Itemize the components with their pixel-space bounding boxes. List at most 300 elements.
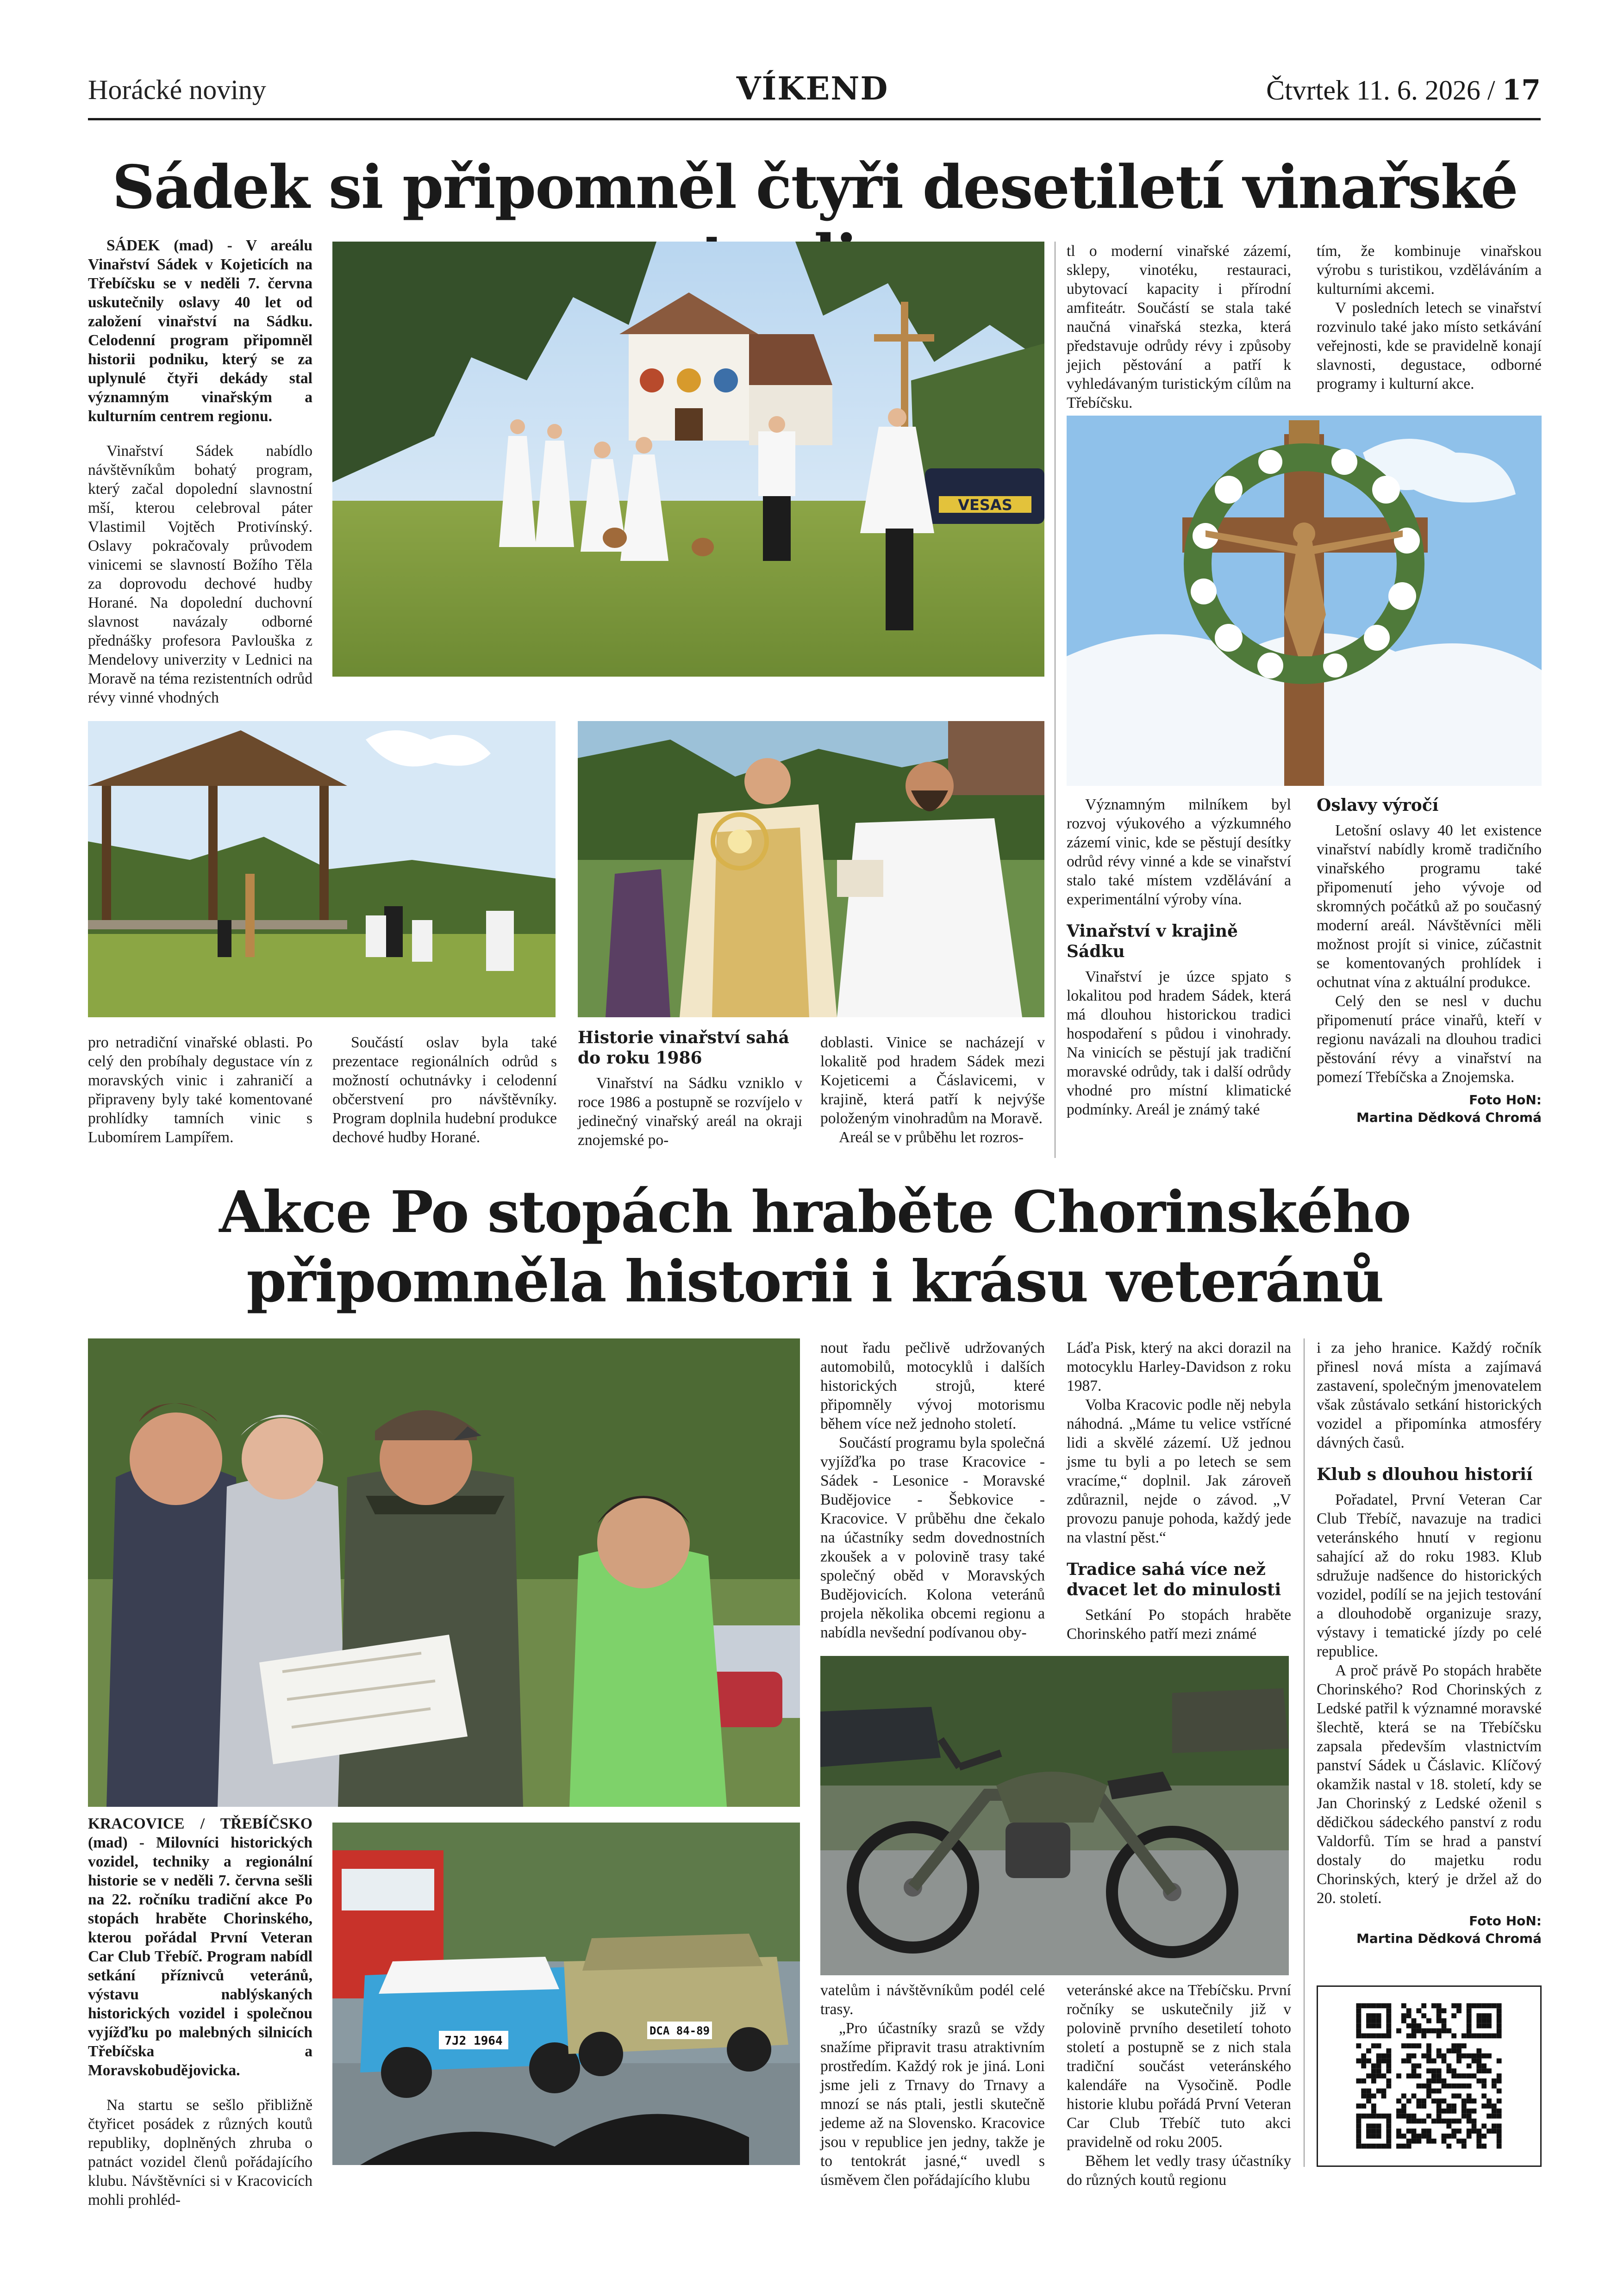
qr-module bbox=[1421, 2103, 1426, 2109]
column-divider bbox=[1055, 242, 1056, 1158]
qr-module bbox=[1426, 2048, 1431, 2053]
qr-code-graphic bbox=[1318, 1987, 1540, 2165]
qr-module bbox=[1487, 2023, 1492, 2028]
qr-module bbox=[1396, 2134, 1401, 2139]
qr-module bbox=[1492, 2128, 1497, 2134]
article1-paragraph: tl o moderní vinařské zázemí, sklepy, vinotéku, restauraci, ubytovací kapacity i přírodní amfiteátr. Součástí se stala také naučná vinařská stezka, která představuje odrůdy révy i způsoby jejich pěstování a patří k vyhledávaným turistickým cílům na Třebíčsku. bbox=[1067, 243, 1291, 411]
qr-module bbox=[1442, 2109, 1447, 2114]
qr-module bbox=[1412, 2114, 1417, 2119]
qr-module bbox=[1456, 2093, 1462, 2098]
qr-module bbox=[1356, 2033, 1361, 2038]
qr-module bbox=[1421, 2033, 1426, 2038]
article1-column-7 bbox=[1067, 795, 1291, 1119]
qr-module bbox=[1467, 2084, 1472, 2089]
qr-module bbox=[1456, 2048, 1462, 2053]
qr-module bbox=[1497, 2059, 1502, 2064]
qr-module bbox=[1442, 2059, 1447, 2064]
qr-module bbox=[1476, 2078, 1481, 2084]
qr-module bbox=[1497, 2123, 1502, 2128]
qr-module bbox=[1356, 2013, 1361, 2018]
qr-module bbox=[1446, 2119, 1451, 2124]
qr-module bbox=[1476, 2128, 1481, 2134]
qr-module bbox=[1396, 2098, 1401, 2103]
qr-module bbox=[1371, 2134, 1376, 2139]
qr-module bbox=[1401, 2144, 1406, 2149]
qr-module bbox=[1356, 2008, 1361, 2013]
qr-module bbox=[1421, 2028, 1426, 2034]
article2-paragraph: veteránské akce na Třebíčsku. První ročníky se uskutečnily již v polovině prvního desetiletí tohoto století a postupně se z nich stala tradiční součást veteránského kalendáře na Vysočině. Podle historie klubu pořádá První Veteran Car Club Třebíč tuto akci pravidelně od roku 2005. bbox=[1067, 1982, 1291, 2151]
article2-headline-line: připomněla historii i krásu veteránů bbox=[246, 1248, 1383, 1315]
qr-module bbox=[1386, 2053, 1391, 2059]
qr-module bbox=[1476, 2048, 1481, 2053]
qr-module bbox=[1451, 2128, 1456, 2134]
qr-module bbox=[1421, 2013, 1426, 2018]
qr-module bbox=[1401, 2109, 1406, 2114]
qr-module bbox=[1472, 2109, 1477, 2114]
qr-module bbox=[1421, 2128, 1426, 2134]
qr-module bbox=[1446, 2123, 1451, 2128]
qr-module bbox=[1396, 2114, 1401, 2119]
paper-name: Horácké noviny bbox=[88, 75, 266, 105]
qr-module bbox=[1437, 2013, 1442, 2018]
qr-module bbox=[1462, 2109, 1467, 2114]
qr-module bbox=[1431, 2073, 1437, 2078]
qr-module bbox=[1371, 2078, 1376, 2084]
qr-module bbox=[1487, 2114, 1492, 2119]
qr-module bbox=[1437, 2114, 1442, 2119]
qr-module bbox=[1476, 2003, 1481, 2008]
qr-module bbox=[1406, 2128, 1412, 2134]
qr-module bbox=[1431, 2089, 1437, 2094]
qr-module bbox=[1462, 2144, 1467, 2149]
qr-module bbox=[1406, 2008, 1412, 2013]
qr-module bbox=[1437, 2098, 1442, 2103]
qr-module bbox=[1366, 2023, 1371, 2028]
qr-code[interactable] bbox=[1317, 1985, 1542, 2167]
qr-module bbox=[1412, 2018, 1417, 2023]
qr-module bbox=[1366, 2003, 1371, 2008]
qr-module bbox=[1381, 2089, 1387, 2094]
qr-module bbox=[1481, 2144, 1487, 2149]
qr-module bbox=[1356, 2043, 1361, 2048]
qr-module bbox=[1366, 2013, 1371, 2018]
qr-module bbox=[1406, 2073, 1412, 2078]
photo-credit-label: Foto HoN: bbox=[1469, 1092, 1542, 1108]
qr-module bbox=[1487, 2103, 1492, 2109]
qr-module bbox=[1437, 2109, 1442, 2114]
qr-module bbox=[1366, 2018, 1371, 2023]
qr-module bbox=[1481, 2103, 1487, 2109]
qr-module bbox=[1416, 2103, 1421, 2109]
article2-headline-line: Akce Po stopách hraběte Chorinského bbox=[219, 1179, 1411, 1246]
qr-module bbox=[1442, 2078, 1447, 2084]
qr-module bbox=[1416, 2134, 1421, 2139]
qr-module bbox=[1481, 2068, 1487, 2073]
qr-module bbox=[1446, 2068, 1451, 2073]
qr-module bbox=[1446, 2028, 1451, 2034]
qr-module bbox=[1386, 2023, 1391, 2028]
qr-module bbox=[1456, 2053, 1462, 2059]
qr-module bbox=[1431, 2078, 1437, 2084]
qr-module bbox=[1412, 2033, 1417, 2038]
qr-module bbox=[1361, 2144, 1366, 2149]
qr-module bbox=[1437, 2033, 1442, 2038]
qr-module bbox=[1361, 2033, 1366, 2038]
qr-module bbox=[1412, 2134, 1417, 2139]
qr-module bbox=[1416, 2063, 1421, 2068]
qr-module bbox=[1487, 2003, 1492, 2008]
qr-module bbox=[1467, 2013, 1472, 2018]
qr-module bbox=[1476, 2033, 1481, 2038]
qr-module bbox=[1431, 2139, 1437, 2144]
qr-module bbox=[1446, 2109, 1451, 2114]
qr-module bbox=[1412, 2128, 1417, 2134]
qr-module bbox=[1386, 2084, 1391, 2089]
qr-module bbox=[1472, 2098, 1477, 2103]
article1-subheading: Vinařství v krajině Sádku bbox=[1067, 921, 1238, 961]
qr-module bbox=[1462, 2073, 1467, 2078]
article2-paragraph: Setkání Po stopách hraběte Chorinského patří mezi známé bbox=[1067, 1606, 1291, 1643]
qr-module bbox=[1431, 2003, 1437, 2008]
qr-module bbox=[1472, 2123, 1477, 2128]
qr-module bbox=[1467, 2053, 1472, 2059]
qr-module bbox=[1481, 2023, 1487, 2028]
article2-paragraph: Pořadatel, První Veteran Car Club Třebíč, navazuje na tradici veteránského hnutí v regionu sahající až do roku 1983. Klub sdružuje nadšence do historických vozidel, podílí se na jejich testování a dlouhodobě organizuje srazy, výstavy i tematické jízdy po celé republice. bbox=[1317, 1491, 1542, 1660]
qr-module bbox=[1376, 2003, 1381, 2008]
qr-module bbox=[1456, 2043, 1462, 2048]
qr-module bbox=[1437, 2078, 1442, 2084]
qr-module bbox=[1451, 2013, 1456, 2018]
qr-module bbox=[1386, 2033, 1391, 2038]
qr-module bbox=[1437, 2003, 1442, 2008]
qr-module bbox=[1396, 2109, 1401, 2114]
qr-module bbox=[1487, 2098, 1492, 2103]
qr-module bbox=[1376, 2068, 1381, 2073]
article1-column-1b bbox=[88, 1033, 312, 1147]
article2-headline bbox=[88, 1178, 1542, 1317]
qr-module bbox=[1451, 2003, 1456, 2008]
qr-module bbox=[1426, 2114, 1431, 2119]
qr-module bbox=[1406, 2033, 1412, 2038]
qr-module bbox=[1476, 2144, 1481, 2149]
qr-module bbox=[1396, 2144, 1401, 2149]
qr-module bbox=[1462, 2103, 1467, 2109]
qr-module bbox=[1361, 2053, 1366, 2059]
qr-module bbox=[1371, 2033, 1376, 2038]
qr-module bbox=[1386, 2008, 1391, 2013]
qr-module bbox=[1416, 2119, 1421, 2124]
qr-module bbox=[1361, 2063, 1366, 2068]
qr-module bbox=[1376, 2063, 1381, 2068]
qr-module bbox=[1426, 2089, 1431, 2094]
qr-module bbox=[1451, 2068, 1456, 2073]
qr-module bbox=[1412, 2068, 1417, 2073]
article2-column-4 bbox=[1317, 1338, 1542, 1948]
van-logo-text: VESAS bbox=[958, 496, 1012, 514]
qr-module bbox=[1376, 2089, 1381, 2094]
qr-module bbox=[1412, 2053, 1417, 2059]
page-number: 17 bbox=[1502, 74, 1541, 106]
qr-module bbox=[1456, 2059, 1462, 2064]
article2-column-2 bbox=[820, 1338, 1045, 1642]
qr-module bbox=[1426, 2043, 1431, 2048]
qr-module bbox=[1416, 2023, 1421, 2028]
article2-paragraph: A proč právě Po stopách hraběte Chorinského? Rod Chorinských z Ledské patřil k významné moravské šlechtě, která se na Třebíčsku zapsala především vlastnictvím panství Sádek u Čáslavic. Klíčový okamžik nastal v 18. století, kdy se Jan Chorinský z Ledské oženil s dědičkou sádeckého panství z rodu Valdorfů. Tím se hrad a panství dostaly do majetku rodu Chorinských, který je držel až do 20. století. bbox=[1317, 1662, 1542, 1907]
qr-module bbox=[1356, 2103, 1361, 2109]
article2-column-3 bbox=[1067, 1338, 1291, 1643]
qr-module bbox=[1386, 2018, 1391, 2023]
qr-module bbox=[1366, 2059, 1371, 2064]
qr-module bbox=[1371, 2093, 1376, 2098]
qr-module bbox=[1421, 2134, 1426, 2139]
qr-module bbox=[1412, 2028, 1417, 2034]
qr-module bbox=[1361, 2114, 1366, 2119]
qr-module bbox=[1371, 2123, 1376, 2128]
article1-paragraph: Celý den se nesl v duchu připomenutí práce vinařů, kteří v regionu navázali na dlouhou tradici pěstování révy a vinařství na pomezí Třebíčska a Znojemska. bbox=[1317, 993, 1542, 1086]
qr-module bbox=[1492, 2114, 1497, 2119]
article1-headline: Sádek si připomněl čtyři desetiletí vinařské bbox=[112, 153, 1518, 222]
qr-module bbox=[1416, 2084, 1421, 2089]
article1-paragraph: Vinařství na Sádku vzniklo v roce 1986 a postupně se rozvíjelo v jedinečný vinařský areál na okraji znojemské po- bbox=[578, 1075, 802, 1149]
qr-module bbox=[1451, 2073, 1456, 2078]
qr-module bbox=[1366, 2123, 1371, 2128]
qr-module bbox=[1421, 2003, 1426, 2008]
qr-module bbox=[1401, 2043, 1406, 2048]
qr-module bbox=[1451, 2084, 1456, 2089]
qr-module bbox=[1356, 2144, 1361, 2149]
qr-module bbox=[1386, 2128, 1391, 2134]
qr-module bbox=[1497, 2144, 1502, 2149]
qr-module bbox=[1426, 2084, 1431, 2089]
qr-module bbox=[1462, 2033, 1467, 2038]
article1-paragraph: Součástí oslav byla také prezentace regionálních odrůd s možností ochutnávky i celodenní občerstvení pro návštěvníky. Program doplnila hudební produkce dechové hudby Horané. bbox=[332, 1034, 557, 1146]
article1-paragraph: Významným milníkem byl rozvoj výukového a výzkumného zázemí vinic, kde se pěstují desítky odrůd révy vinné a kde se vinařství stalo také místem vzdělávání a experimentální výroby vína. bbox=[1067, 796, 1291, 908]
qr-module bbox=[1437, 2103, 1442, 2109]
column-divider bbox=[1304, 1338, 1305, 2167]
qr-module bbox=[1426, 2128, 1431, 2134]
article2-paragraph: nout řadu pečlivě udržovaných automobilů, motocyklů i dalších historických strojů, které připomněly vývoj motorismu během více než jednoho století. bbox=[820, 1339, 1045, 1432]
qr-module bbox=[1366, 2073, 1371, 2078]
qr-module bbox=[1451, 2103, 1456, 2109]
qr-module bbox=[1371, 2013, 1376, 2018]
qr-module bbox=[1426, 2028, 1431, 2034]
article1-column-3 bbox=[578, 1027, 802, 1150]
qr-module bbox=[1442, 2008, 1447, 2013]
qr-module bbox=[1401, 2013, 1406, 2018]
qr-module bbox=[1416, 2008, 1421, 2013]
photo-credit bbox=[1317, 1091, 1542, 1126]
qr-module bbox=[1497, 2023, 1502, 2028]
qr-module bbox=[1416, 2139, 1421, 2144]
qr-module bbox=[1361, 2059, 1366, 2064]
qr-module bbox=[1462, 2053, 1467, 2059]
qr-module bbox=[1487, 2018, 1492, 2023]
qr-module bbox=[1371, 2114, 1376, 2119]
qr-module bbox=[1431, 2028, 1437, 2034]
qr-module bbox=[1462, 2098, 1467, 2103]
qr-module bbox=[1421, 2098, 1426, 2103]
qr-module bbox=[1371, 2023, 1376, 2028]
qr-module bbox=[1381, 2053, 1387, 2059]
qr-module bbox=[1497, 2128, 1502, 2134]
qr-module bbox=[1371, 2128, 1376, 2134]
qr-module bbox=[1376, 2123, 1381, 2128]
qr-module bbox=[1467, 2023, 1472, 2028]
qr-module bbox=[1492, 2109, 1497, 2114]
qr-module bbox=[1381, 2144, 1387, 2149]
article1-column-8 bbox=[1317, 795, 1542, 1126]
qr-module bbox=[1406, 2059, 1412, 2064]
article1-column-1 bbox=[88, 236, 312, 707]
qr-module bbox=[1437, 2028, 1442, 2034]
qr-module bbox=[1361, 2078, 1366, 2084]
qr-module bbox=[1406, 2114, 1412, 2119]
qr-module bbox=[1497, 2008, 1502, 2013]
qr-module bbox=[1376, 2059, 1381, 2064]
qr-module bbox=[1446, 2103, 1451, 2109]
qr-module bbox=[1376, 2134, 1381, 2139]
qr-module bbox=[1462, 2114, 1467, 2119]
qr-module bbox=[1442, 2134, 1447, 2139]
qr-module bbox=[1487, 2128, 1492, 2134]
qr-module bbox=[1376, 2018, 1381, 2023]
qr-module bbox=[1472, 2059, 1477, 2064]
qr-module bbox=[1462, 2139, 1467, 2144]
qr-module bbox=[1356, 2028, 1361, 2034]
qr-module bbox=[1456, 2119, 1462, 2124]
qr-module bbox=[1467, 2018, 1472, 2023]
qr-module bbox=[1356, 2139, 1361, 2144]
qr-module bbox=[1467, 2073, 1472, 2078]
qr-module bbox=[1451, 2119, 1456, 2124]
qr-module bbox=[1376, 2073, 1381, 2078]
qr-module bbox=[1442, 2023, 1447, 2028]
qr-module bbox=[1446, 2134, 1451, 2139]
qr-module bbox=[1467, 2028, 1472, 2034]
qr-module bbox=[1467, 2008, 1472, 2013]
qr-module bbox=[1366, 2089, 1371, 2094]
qr-module bbox=[1366, 2093, 1371, 2098]
photo-crucifix bbox=[1067, 416, 1542, 786]
qr-module bbox=[1366, 2128, 1371, 2134]
qr-module bbox=[1476, 2139, 1481, 2144]
qr-module bbox=[1412, 2043, 1417, 2048]
qr-module bbox=[1406, 2053, 1412, 2059]
qr-module bbox=[1356, 2123, 1361, 2128]
qr-module bbox=[1431, 2098, 1437, 2103]
article2-paragraph: vatelům i návštěvníkům podél celé trasy. bbox=[820, 1982, 1045, 2018]
qr-module bbox=[1437, 2089, 1442, 2094]
qr-module bbox=[1476, 2023, 1481, 2028]
qr-module bbox=[1497, 2003, 1502, 2008]
qr-module bbox=[1371, 2073, 1376, 2078]
qr-module bbox=[1481, 2078, 1487, 2084]
qr-module bbox=[1481, 2063, 1487, 2068]
qr-module bbox=[1472, 2003, 1477, 2008]
qr-module bbox=[1442, 2119, 1447, 2124]
qr-module bbox=[1356, 2078, 1361, 2084]
licence-plate: 7J2 1964 bbox=[444, 2034, 503, 2048]
qr-module bbox=[1386, 2144, 1391, 2149]
qr-module bbox=[1481, 2134, 1487, 2139]
qr-module bbox=[1437, 2119, 1442, 2124]
qr-module bbox=[1386, 2059, 1391, 2064]
qr-module bbox=[1451, 2048, 1456, 2053]
issue-date bbox=[1266, 74, 1541, 106]
qr-module bbox=[1462, 2084, 1467, 2089]
qr-module bbox=[1481, 2123, 1487, 2128]
qr-module bbox=[1361, 2103, 1366, 2109]
qr-module bbox=[1446, 2144, 1451, 2149]
qr-module bbox=[1401, 2003, 1406, 2008]
qr-module bbox=[1456, 2073, 1462, 2078]
photo-credit-name: Martina Dědková Chromá bbox=[1356, 1110, 1542, 1125]
photo-credit-label: Foto HoN: bbox=[1469, 1913, 1542, 1929]
date-text: Čtvrtek 11. 6. 2026 / bbox=[1266, 75, 1495, 106]
qr-module bbox=[1467, 2033, 1472, 2038]
qr-module bbox=[1356, 2128, 1361, 2134]
qr-module bbox=[1412, 2023, 1417, 2028]
article2-column-2b bbox=[820, 1981, 1045, 2190]
qr-module bbox=[1412, 2139, 1417, 2144]
qr-module bbox=[1386, 2139, 1391, 2144]
qr-module bbox=[1381, 2059, 1387, 2064]
qr-module bbox=[1371, 2063, 1376, 2068]
article2-column-1 bbox=[88, 1814, 312, 2209]
qr-module bbox=[1386, 2119, 1391, 2124]
qr-module bbox=[1456, 2003, 1462, 2008]
qr-module bbox=[1476, 2013, 1481, 2018]
qr-module bbox=[1481, 2033, 1487, 2038]
qr-module bbox=[1467, 2098, 1472, 2103]
qr-module bbox=[1371, 2018, 1376, 2023]
qr-module bbox=[1386, 2063, 1391, 2068]
qr-module bbox=[1467, 2119, 1472, 2124]
qr-module bbox=[1451, 2033, 1456, 2038]
qr-module bbox=[1467, 2093, 1472, 2098]
qr-module bbox=[1406, 2023, 1412, 2028]
qr-module bbox=[1366, 2134, 1371, 2139]
qr-module bbox=[1426, 2093, 1431, 2098]
qr-module bbox=[1421, 2084, 1426, 2089]
photo-vintage-cars bbox=[332, 1823, 800, 2165]
qr-module bbox=[1416, 2098, 1421, 2103]
qr-module bbox=[1386, 2078, 1391, 2084]
photo-map-reading bbox=[88, 1338, 800, 1807]
qr-module bbox=[1376, 2023, 1381, 2028]
qr-module bbox=[1426, 2078, 1431, 2084]
qr-module bbox=[1481, 2003, 1487, 2008]
qr-module bbox=[1366, 2114, 1371, 2119]
qr-module bbox=[1412, 2073, 1417, 2078]
qr-module bbox=[1492, 2103, 1497, 2109]
qr-module bbox=[1467, 2128, 1472, 2134]
article1-paragraph: Vinařství Sádek nabídlo návštěvníkům bohatý program, který začal dopolední slavnostní mší, kterou celebroval páter Vlastimil Vojtěch Protivínský. Oslavy pokračovaly průvodem vinicemi se slavností Božího Těla za doprovodu dechové hudby Horané. Na dopolední duchovní slavnost navázaly odborné přednášky profesora Pavlouška z Mendelovy univerzity v Lednici na Moravě na téma rezistentních odrůd révy vinné vhodných bbox=[88, 442, 312, 706]
qr-module bbox=[1437, 2048, 1442, 2053]
article1-paragraph: Vinařství je úzce spjato s lokalitou pod hradem Sádek, která má dlouhou historickou tradici hospodaření s půdou i vinohrady. Na vinicích se pěstují jak tradiční moravské odrůdy, tak i další odrůdy vhodné pro místní klimatické podmínky. Areál je známý také bbox=[1067, 968, 1291, 1118]
qr-module bbox=[1497, 2114, 1502, 2119]
qr-module bbox=[1481, 2053, 1487, 2059]
qr-module bbox=[1497, 2018, 1502, 2023]
article1-paragraph: V posledních letech se vinařství rozvinulo také jako místo setkávání veřejnosti, kde se pravidelně konají slavnosti, degustace, odborné programy i kulturní akce. bbox=[1317, 299, 1542, 392]
qr-module bbox=[1386, 2003, 1391, 2008]
qr-module bbox=[1442, 2139, 1447, 2144]
qr-module bbox=[1356, 2023, 1361, 2028]
article2-paragraph: Během let vedly trasy účastníky do různých koutů regionu bbox=[1067, 2153, 1291, 2189]
qr-module bbox=[1426, 2139, 1431, 2144]
qr-module bbox=[1386, 2028, 1391, 2034]
photo-motorcycle bbox=[820, 1656, 1289, 1975]
